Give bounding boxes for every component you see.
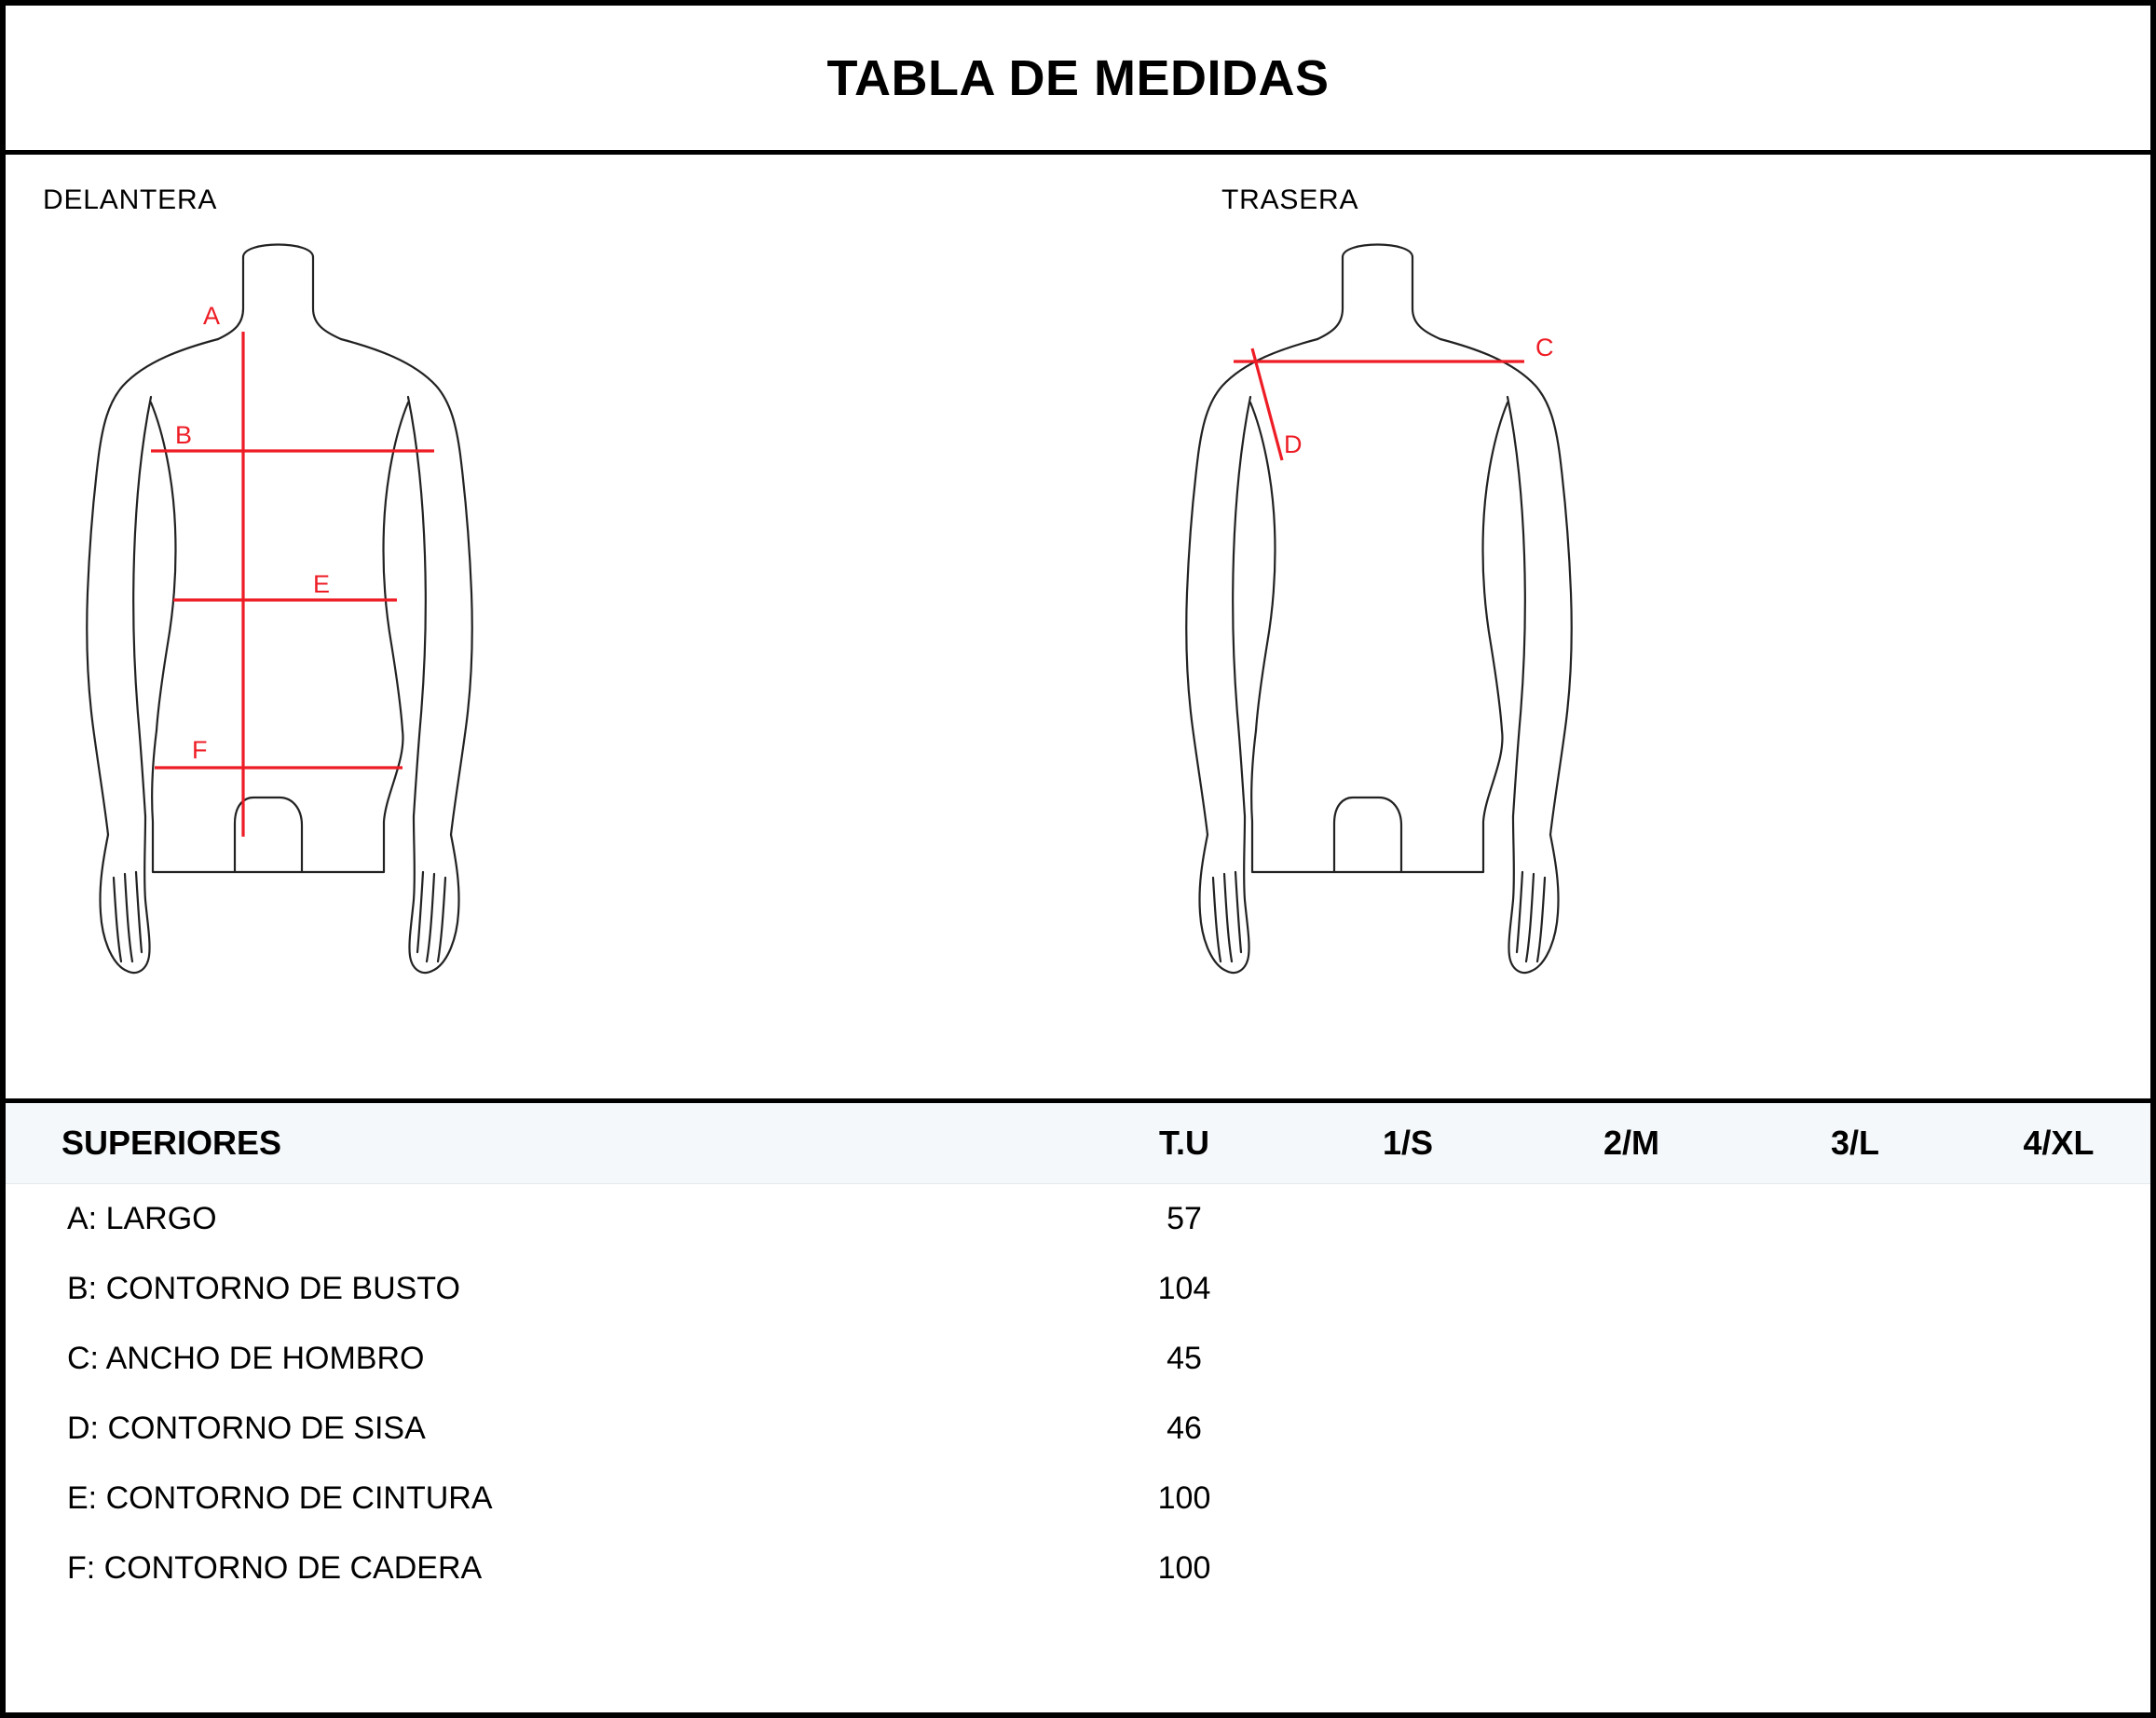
marker-a-front: A: [203, 302, 221, 330]
cell-tu: 100: [1157, 1550, 1211, 1586]
row-label: F: CONTORNO DE CADERA: [67, 1550, 483, 1586]
back-measurement-lines: [1234, 334, 1554, 460]
cell-xl: [1967, 1184, 2150, 1255]
figures-section: [6, 155, 2150, 1103]
cell-m: [1520, 1324, 1743, 1394]
back-body-diagram: [1133, 220, 1617, 1002]
table-row: [6, 1394, 2150, 1464]
cell-m: [1520, 1534, 1743, 1603]
cell-xl: [1967, 1324, 2150, 1394]
cell-xl: [1967, 1534, 2150, 1603]
title-band: [6, 6, 2150, 155]
marker-f-front: F: [192, 736, 208, 764]
table-row: [6, 1324, 2150, 1394]
cell-s: [1296, 1254, 1520, 1324]
column-header-s: 1/S: [1296, 1103, 1520, 1184]
cell-s: [1296, 1464, 1520, 1534]
front-view-label: DELANTERA: [43, 184, 218, 215]
cell-tu: 100: [1157, 1480, 1211, 1516]
marker-c-back: C: [1535, 334, 1554, 361]
measurements-table: [6, 1103, 2150, 1603]
column-header-tu: T.U: [1072, 1103, 1296, 1184]
cell-l: [1743, 1184, 1967, 1255]
cell-s: [1296, 1394, 1520, 1464]
table-row: [6, 1254, 2150, 1324]
cell-xl: [1967, 1464, 2150, 1534]
marker-e-front: E: [313, 570, 331, 598]
front-body-outline: [87, 245, 472, 974]
cell-s: [1296, 1324, 1520, 1394]
column-header-l: 3/L: [1743, 1103, 1967, 1184]
cell-m: [1520, 1394, 1743, 1464]
table-row: [6, 1534, 2150, 1603]
table-header-row: [6, 1103, 2150, 1184]
cell-m: [1520, 1464, 1743, 1534]
front-measurement-lines: [151, 302, 434, 837]
row-label: C: ANCHO DE HOMBRO: [67, 1341, 425, 1376]
cell-m: [1520, 1254, 1743, 1324]
cell-l: [1743, 1534, 1967, 1603]
cell-tu: 104: [1157, 1271, 1211, 1306]
table-row: [6, 1464, 2150, 1534]
cell-l: [1743, 1254, 1967, 1324]
back-view-label: TRASERA: [1221, 184, 1359, 215]
row-label: A: LARGO: [67, 1201, 217, 1236]
cell-m: [1520, 1184, 1743, 1255]
cell-l: [1743, 1464, 1967, 1534]
cell-tu: 57: [1167, 1201, 1202, 1236]
measurements-table-wrap: [6, 1103, 2150, 1712]
row-label: D: CONTORNO DE SISA: [67, 1411, 426, 1446]
column-header-m: 2/M: [1520, 1103, 1743, 1184]
cell-tu: 45: [1167, 1341, 1202, 1376]
row-label: E: CONTORNO DE CINTURA: [67, 1480, 493, 1516]
marker-b-front: B: [175, 421, 193, 449]
cell-s: [1296, 1534, 1520, 1603]
cell-l: [1743, 1394, 1967, 1464]
back-body-outline: [1186, 245, 1572, 974]
front-body-diagram: [34, 220, 518, 1002]
table-row: [6, 1184, 2150, 1255]
cell-xl: [1967, 1394, 2150, 1464]
column-header-category: SUPERIORES: [6, 1103, 1072, 1184]
cell-tu: 46: [1167, 1411, 1202, 1446]
column-header-xl: 4/XL: [1967, 1103, 2150, 1184]
cell-l: [1743, 1324, 1967, 1394]
marker-d-back: D: [1284, 430, 1303, 458]
cell-s: [1296, 1184, 1520, 1255]
page-title: TABLA DE MEDIDAS: [826, 49, 1330, 106]
row-label: B: CONTORNO DE BUSTO: [67, 1271, 460, 1306]
cell-xl: [1967, 1254, 2150, 1324]
